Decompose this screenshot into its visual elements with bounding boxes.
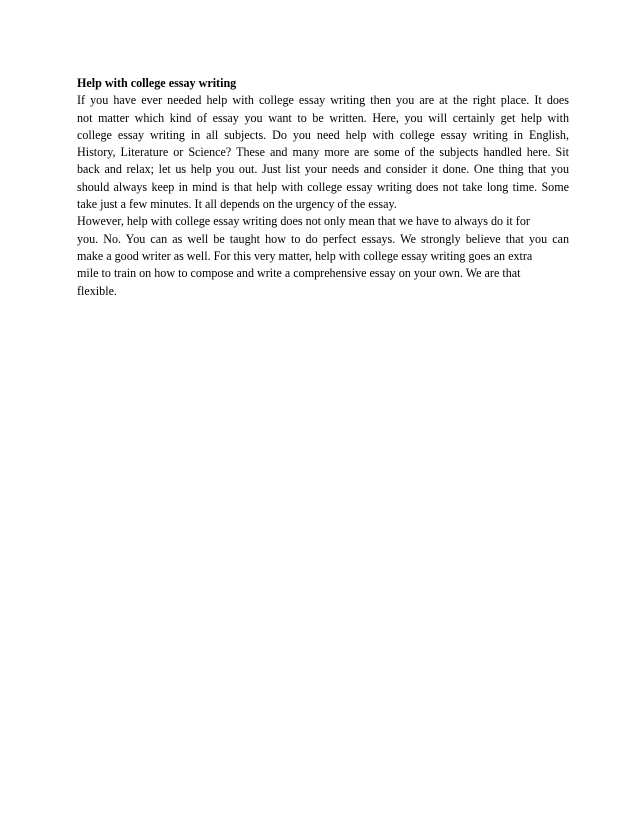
paragraph-line: not matter which kind of essay you want to be written. Here, you will certainly get help with <box>77 110 569 125</box>
paragraph-line: take just a few minutes. It all depends on the urgency of the essay. <box>77 197 397 212</box>
paragraph-line: flexible. <box>77 283 117 298</box>
paragraph-line: should always keep in mind is that help with college essay writing does not take long time. Some <box>77 179 569 194</box>
paragraph-line: you. No. You can as well be taught how to do perfect essays. We strongly believe that you can <box>77 231 569 246</box>
paragraph-line: However, help with college essay writing does not only mean that we have to always do it for <box>77 214 530 229</box>
document-title: Help with college essay writing <box>77 76 237 90</box>
paragraph-line: make a good writer as well. For this very matter, help with college essay writing goes an extra <box>77 248 533 263</box>
paragraph-line: History, Literature or Science? These and many more are some of the subjects handled here. Sit <box>77 145 569 160</box>
paragraph-line: back and relax; let us help you out. Just list your needs and consider it done. One thing that you <box>77 162 569 177</box>
paragraph-line: mile to train on how to compose and write a comprehensive essay on your own. We are that <box>77 266 521 281</box>
paragraph-2 <box>77 213 569 299</box>
paragraph-1 <box>77 92 569 213</box>
paragraph-line: If you have ever needed help with college essay writing then you are at the right place. It does <box>77 93 569 108</box>
document-body <box>77 75 569 300</box>
paragraph-line: college essay writing in all subjects. Do you need help with college essay writing in English, <box>77 127 569 142</box>
